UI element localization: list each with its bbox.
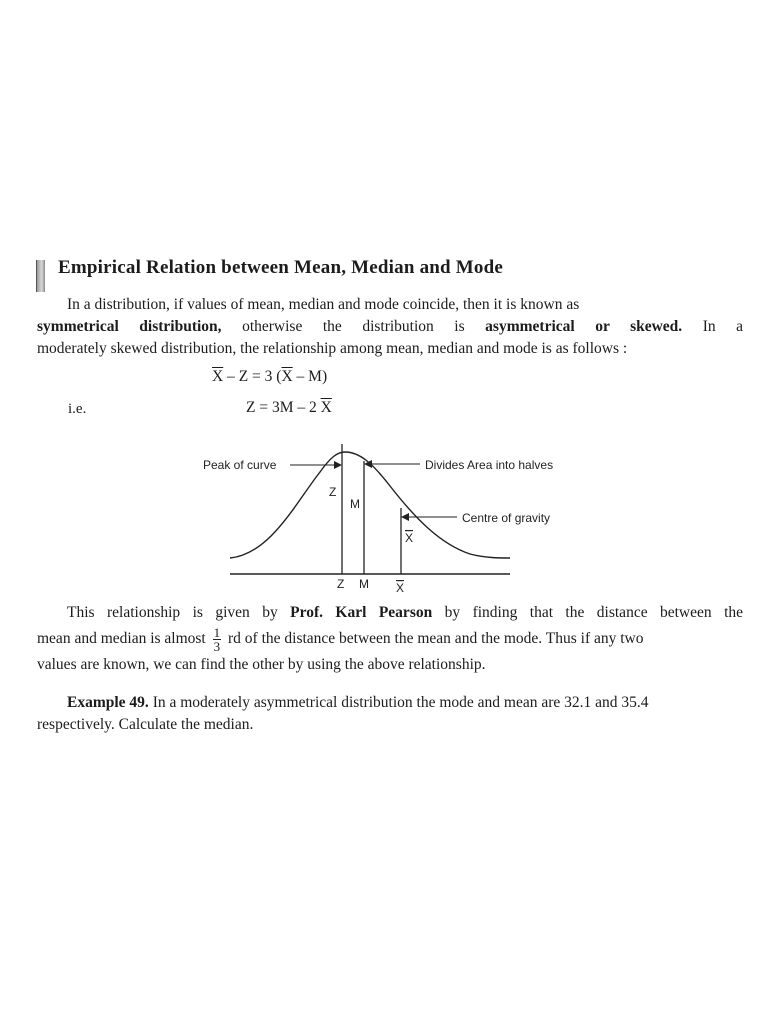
pearson-paragraph [37, 602, 743, 676]
section-heading: Empirical Relation between Mean, Median and Mode [58, 257, 503, 278]
intro-line-2: symmetrical distribution, otherwise the distribution is asymmetrical or skewed. In a [37, 318, 744, 335]
x-inner-label: X [405, 531, 414, 545]
one-third-fraction: $\frac{1}{3}$ [213, 624, 221, 654]
formula-1: $\overline{X} - Z = 3$ $(\overline{X} - M)$ [212, 368, 328, 385]
intro-line-3: moderately skewed distribution, the relationship among mean, median and mode is as follows : [37, 340, 628, 357]
peak-label: Peak of curve [203, 458, 277, 472]
x-axis-label: X [396, 581, 405, 595]
m-inner-label: M [350, 497, 360, 511]
example-line-1: Example 49. In a moderately asymmetrical distribution the mode and mean are 32.1 and 35.4 [67, 694, 649, 711]
example-line-2: respectively. Calculate the median. [37, 716, 254, 733]
z-axis-label: Z [337, 577, 345, 591]
intro-paragraph [37, 294, 743, 360]
z-inner-label: Z [329, 485, 337, 499]
median-label: Divides Area into halves [425, 458, 554, 472]
heading-marker [36, 260, 45, 292]
ie-label: i.e. [68, 401, 87, 417]
pearson-line-1: This relationship is given by Prof. Karl Pearson by finding that the distance between the [67, 604, 743, 621]
pearson-line-3: values are known, we can find the other by using the above relationship. [37, 656, 486, 673]
intro-line-1: In a distribution, if values of mean, median and mode coincide, then it is known as [67, 296, 580, 313]
mean-label: Centre of gravity [462, 511, 551, 525]
example-paragraph [37, 692, 743, 736]
formula-2: Z = 3M – 2 $\overline{X}$ [246, 399, 332, 416]
m-axis-label: M [359, 577, 369, 591]
skewed-curve-diagram [195, 444, 555, 602]
pearson-line-2: mean and median is almost $\frac{1}{3}$ rd of the distance between the mean and the mode. Thus if any two [37, 624, 644, 654]
